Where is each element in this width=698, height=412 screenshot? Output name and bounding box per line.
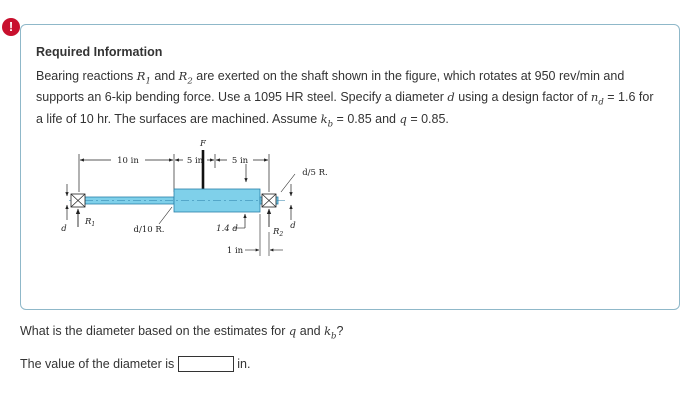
dim-label-5in-b: 5 in	[231, 156, 249, 166]
shaft-figure	[55, 132, 345, 260]
r2-label: $R_2$	[273, 227, 284, 238]
problem-text-3: are exerted on the shaft shown in the figure, which rotates at 950 rev/min and supports an 6-kip bending force. Use a 1095 HR steel. Specify a diameter	[36, 69, 625, 105]
var-kb: $k_b$	[320, 111, 334, 129]
dim-label-10in: 10 in	[117, 156, 139, 166]
problem-text-6: = 0.85 and	[333, 111, 400, 126]
problem-statement	[36, 68, 656, 132]
bearing-left	[71, 194, 85, 207]
shaft-small-section	[79, 197, 174, 204]
d-label-right: d	[290, 221, 296, 231]
var-d: d	[447, 90, 455, 105]
var-r1: $R_1$	[136, 69, 151, 87]
problem-text-1: Bearing reactions	[36, 69, 137, 83]
diameter-input[interactable]	[178, 356, 234, 372]
problem-text-7: = 0.85.	[406, 111, 449, 126]
answer-row	[20, 356, 250, 372]
fillet-small-leader	[159, 207, 172, 224]
answer-unit: in.	[237, 357, 251, 371]
fillet-large-leader	[281, 174, 295, 192]
question-text: What is the diameter based on the estimates for q and $k_b$?	[20, 324, 344, 342]
alert-icon: !	[2, 18, 20, 36]
var-nd: $n_d$	[590, 90, 604, 108]
large-dia-label: 1.4 d	[216, 224, 238, 234]
question-var-q: q	[288, 324, 297, 338]
d-label-left: d	[61, 224, 67, 234]
problem-text-4: using a design factor of	[454, 90, 591, 105]
dim-label-5in-a: 5 in	[186, 156, 204, 166]
bearing-right	[262, 194, 276, 207]
fillet-large-label: d/5 R.	[302, 168, 328, 178]
var-q: q	[399, 111, 407, 126]
dim-label-1in: 1 in	[226, 246, 244, 256]
problem-text-5: = 1.6 for a life of 10 hr. The surfaces are machined. Assume	[36, 90, 654, 126]
problem-text-2: and	[150, 69, 179, 83]
question-var-kb: $k_b$	[324, 324, 337, 342]
fillet-small-label: d/10 R.	[133, 225, 165, 235]
force-label: F	[200, 139, 206, 149]
r1-label: $R_1$	[85, 217, 96, 228]
card-title: Required Information	[36, 45, 163, 59]
var-r2: $R_2$	[178, 69, 193, 87]
answer-label: The value of the diameter is	[20, 357, 175, 371]
